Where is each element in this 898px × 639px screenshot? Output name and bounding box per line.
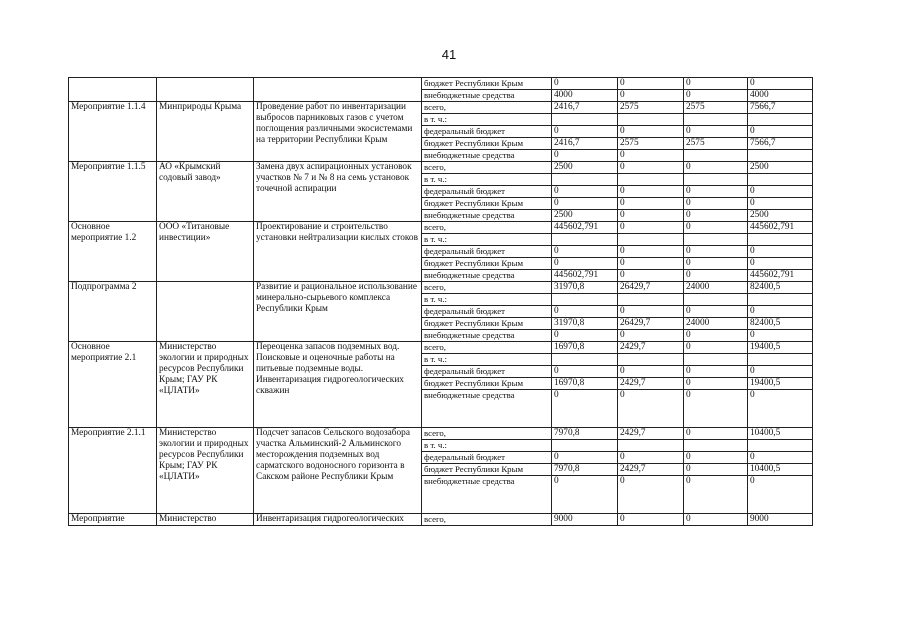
amount-cell: 0 [618,270,684,282]
code-cell [69,78,157,102]
funding-source-cell: всего, [422,102,552,114]
amount-cell: 0 [618,162,684,174]
amount-cell: 4000 [552,90,618,102]
amount-cell [552,174,618,186]
description-cell [254,78,422,102]
amount-cell: 2429,7 [618,464,684,476]
funding-source-cell: в т. ч.: [422,354,552,366]
funding-source-cell: бюджет Республики Крым [422,464,552,476]
amount-cell: 82400,5 [748,318,813,330]
amount-cell: 445602,791 [552,222,618,234]
amount-cell: 0 [618,330,684,342]
amount-cell [748,174,813,186]
funding-source-cell: федеральный бюджет [422,452,552,464]
amount-cell: 0 [684,186,748,198]
amount-cell: 16970,8 [552,342,618,354]
amount-cell [684,234,748,246]
funding-source-cell: бюджет Республики Крым [422,78,552,90]
amount-cell: 9000 [552,514,618,526]
amount-cell: 9000 [748,514,813,526]
table-row [69,428,813,440]
funding-source-cell: федеральный бюджет [422,246,552,258]
page-number: 41 [441,47,457,62]
table-row [69,162,813,174]
amount-cell: 0 [552,186,618,198]
amount-cell [552,114,618,126]
amount-cell: 19400,5 [748,342,813,354]
amount-cell: 2500 [748,210,813,222]
amount-cell: 0 [552,390,618,428]
amount-cell: 0 [684,198,748,210]
table-row [69,78,813,90]
table-row [69,342,813,354]
amount-cell: 2429,7 [618,342,684,354]
amount-cell: 0 [748,452,813,464]
executor-cell: Минприроды Крыма [157,102,254,162]
description-cell: Проведение работ по инвентаризации выбросов парниковых газов с учетом поглощения различными экосистемами на территории Республики Крым [254,102,422,162]
amount-cell: 2575 [684,138,748,150]
amount-cell [552,440,618,452]
description-cell: Замена двух аспирационных установок участков № 7 и № 8 на семь установок точечной аспирации [254,162,422,222]
code-cell: Мероприятие 1.1.5 [69,162,157,222]
amount-cell [552,234,618,246]
amount-cell [618,294,684,306]
amount-cell: 0 [552,150,618,162]
amount-cell: 0 [748,330,813,342]
amount-cell: 0 [618,222,684,234]
amount-cell: 7970,8 [552,428,618,440]
amount-cell: 0 [552,476,618,514]
amount-cell: 0 [552,258,618,270]
amount-cell: 16970,8 [552,378,618,390]
amount-cell: 0 [552,78,618,90]
amount-cell [684,174,748,186]
amount-cell: 0 [684,514,748,526]
funding-source-cell: внебюджетные средства [422,150,552,162]
amount-cell: 7566,7 [748,138,813,150]
code-cell: Мероприятие [69,514,157,526]
funding-source-cell: всего, [422,514,552,526]
amount-cell: 0 [552,198,618,210]
funding-source-cell: бюджет Республики Крым [422,378,552,390]
amount-cell [552,354,618,366]
amount-cell: 19400,5 [748,378,813,390]
funding-source-cell: в т. ч.: [422,294,552,306]
amount-cell: 0 [552,126,618,138]
amount-cell: 0 [618,514,684,526]
code-cell: Подпрограмма 2 [69,282,157,342]
code-cell: Мероприятие 1.1.4 [69,102,157,162]
funding-source-cell: бюджет Республики Крым [422,198,552,210]
amount-cell: 0 [618,366,684,378]
amount-cell: 0 [684,378,748,390]
amount-cell: 0 [618,198,684,210]
funding-source-cell: внебюджетные средства [422,476,552,514]
amount-cell: 24000 [684,318,748,330]
amount-cell [748,294,813,306]
funding-source-cell: бюджет Республики Крым [422,138,552,150]
amount-cell: 2575 [618,138,684,150]
amount-cell [684,114,748,126]
funding-source-cell: внебюджетные средства [422,270,552,282]
amount-cell: 0 [618,476,684,514]
amount-cell: 2575 [684,102,748,114]
funding-source-cell: федеральный бюджет [422,186,552,198]
amount-cell: 0 [552,452,618,464]
executor-cell: ООО «Титановые инвестиции» [157,222,254,282]
amount-cell: 0 [748,390,813,428]
amount-cell: 0 [618,246,684,258]
amount-cell: 0 [684,90,748,102]
amount-cell [618,114,684,126]
amount-cell: 0 [618,90,684,102]
amount-cell: 2500 [748,162,813,174]
amount-cell: 31970,8 [552,282,618,294]
amount-cell: 0 [748,186,813,198]
amount-cell: 0 [748,78,813,90]
amount-cell: 0 [684,464,748,476]
funding-source-cell: бюджет Республики Крым [422,258,552,270]
amount-cell: 0 [684,210,748,222]
amount-cell [684,354,748,366]
amount-cell [684,440,748,452]
description-cell: Переоценка запасов подземных вод. Поисковые и оценочные работы на питьевые подземные воды. Инвентаризация гидрогеологических скважин [254,342,422,428]
amount-cell [748,354,813,366]
amount-cell [748,234,813,246]
amount-cell: 445602,791 [552,270,618,282]
amount-cell: 2416,7 [552,102,618,114]
amount-cell: 0 [552,306,618,318]
table-row [69,222,813,234]
amount-cell: 0 [748,306,813,318]
amount-cell: 0 [684,452,748,464]
amount-cell [748,150,813,162]
description-cell: Проектирование и строительство установки нейтрализации кислых стоков [254,222,422,282]
amount-cell: 2429,7 [618,378,684,390]
amount-cell: 0 [618,258,684,270]
amount-cell: 0 [684,222,748,234]
funding-source-cell: всего, [422,282,552,294]
amount-cell [748,114,813,126]
amount-cell: 0 [684,246,748,258]
amount-cell: 0 [748,246,813,258]
funding-source-cell: федеральный бюджет [422,306,552,318]
amount-cell: 0 [684,330,748,342]
amount-cell: 10400,5 [748,464,813,476]
amount-cell: 0 [684,258,748,270]
amount-cell: 0 [684,390,748,428]
amount-cell: 2500 [552,210,618,222]
executor-cell: АО «Крымский содовый завод» [157,162,254,222]
amount-cell [552,294,618,306]
amount-cell: 0 [618,452,684,464]
funding-source-cell: внебюджетные средства [422,330,552,342]
amount-cell: 0 [618,186,684,198]
funding-source-cell: в т. ч.: [422,440,552,452]
amount-cell: 0 [684,428,748,440]
funding-source-cell: федеральный бюджет [422,126,552,138]
amount-cell [684,294,748,306]
funding-source-cell: федеральный бюджет [422,366,552,378]
amount-cell: 0 [618,78,684,90]
amount-cell [618,234,684,246]
amount-cell: 2500 [552,162,618,174]
amount-cell: 0 [684,366,748,378]
funding-source-cell: внебюджетные средства [422,210,552,222]
amount-cell: 0 [684,78,748,90]
amount-cell [748,440,813,452]
code-cell: Основное мероприятие 1.2 [69,222,157,282]
amount-cell: 445602,791 [748,270,813,282]
amount-cell: 0 [748,476,813,514]
amount-cell: 4000 [748,90,813,102]
executor-cell [157,282,254,342]
amount-cell: 2416,7 [552,138,618,150]
amount-cell [684,150,748,162]
amount-cell [618,354,684,366]
funding-source-cell: в т. ч.: [422,174,552,186]
code-cell: Основное мероприятие 2.1 [69,342,157,428]
amount-cell: 0 [684,476,748,514]
amount-cell: 31970,8 [552,318,618,330]
amount-cell: 0 [618,126,684,138]
amount-cell: 0 [618,210,684,222]
amount-cell: 0 [684,162,748,174]
executor-cell: Министерство экологии и природных ресурсов Республики Крым; ГАУ РК «ЦЛАТИ» [157,342,254,428]
amount-cell: 0 [684,306,748,318]
amount-cell: 445602,791 [748,222,813,234]
funding-source-cell: всего, [422,222,552,234]
amount-cell: 24000 [684,282,748,294]
amount-cell: 2575 [618,102,684,114]
funding-source-cell: внебюджетные средства [422,90,552,102]
amount-cell: 0 [684,342,748,354]
budget-table [68,77,813,526]
amount-cell: 7566,7 [748,102,813,114]
amount-cell: 0 [748,258,813,270]
amount-cell: 0 [552,366,618,378]
funding-source-cell: в т. ч.: [422,234,552,246]
executor-cell: Министерство экологии и природных ресурсов Республики Крым; ГАУ РК «ЦЛАТИ» [157,428,254,514]
amount-cell: 0 [748,366,813,378]
amount-cell: 0 [748,126,813,138]
table-row [69,102,813,114]
amount-cell: 0 [552,330,618,342]
amount-cell: 0 [748,198,813,210]
table-row [69,282,813,294]
amount-cell: 0 [618,390,684,428]
amount-cell: 0 [552,246,618,258]
amount-cell: 0 [618,150,684,162]
code-cell: Мероприятие 2.1.1 [69,428,157,514]
amount-cell: 7970,8 [552,464,618,476]
funding-source-cell: всего, [422,342,552,354]
amount-cell: 82400,5 [748,282,813,294]
amount-cell: 0 [618,306,684,318]
executor-cell: Министерство [157,514,254,526]
description-cell: Инвентаризация гидрогеологических [254,514,422,526]
funding-source-cell: внебюджетные средства [422,390,552,428]
amount-cell: 0 [684,270,748,282]
amount-cell: 26429,7 [618,282,684,294]
amount-cell [618,440,684,452]
amount-cell: 10400,5 [748,428,813,440]
amount-cell: 26429,7 [618,318,684,330]
funding-source-cell: бюджет Республики Крым [422,318,552,330]
funding-source-cell: в т. ч.: [422,114,552,126]
description-cell: Развитие и рациональное использование минерально-сырьевого комплекса Республики Крым [254,282,422,342]
table-row [69,514,813,526]
executor-cell [157,78,254,102]
funding-source-cell: всего, [422,428,552,440]
description-cell: Подсчет запасов Сельского водозабора участка Альминский-2 Альминского месторождения подземных вод сарматского водоносного горизонта в Сакском районе Республики Крым [254,428,422,514]
amount-cell: 2429,7 [618,428,684,440]
amount-cell [618,174,684,186]
amount-cell: 0 [684,126,748,138]
funding-source-cell: всего, [422,162,552,174]
